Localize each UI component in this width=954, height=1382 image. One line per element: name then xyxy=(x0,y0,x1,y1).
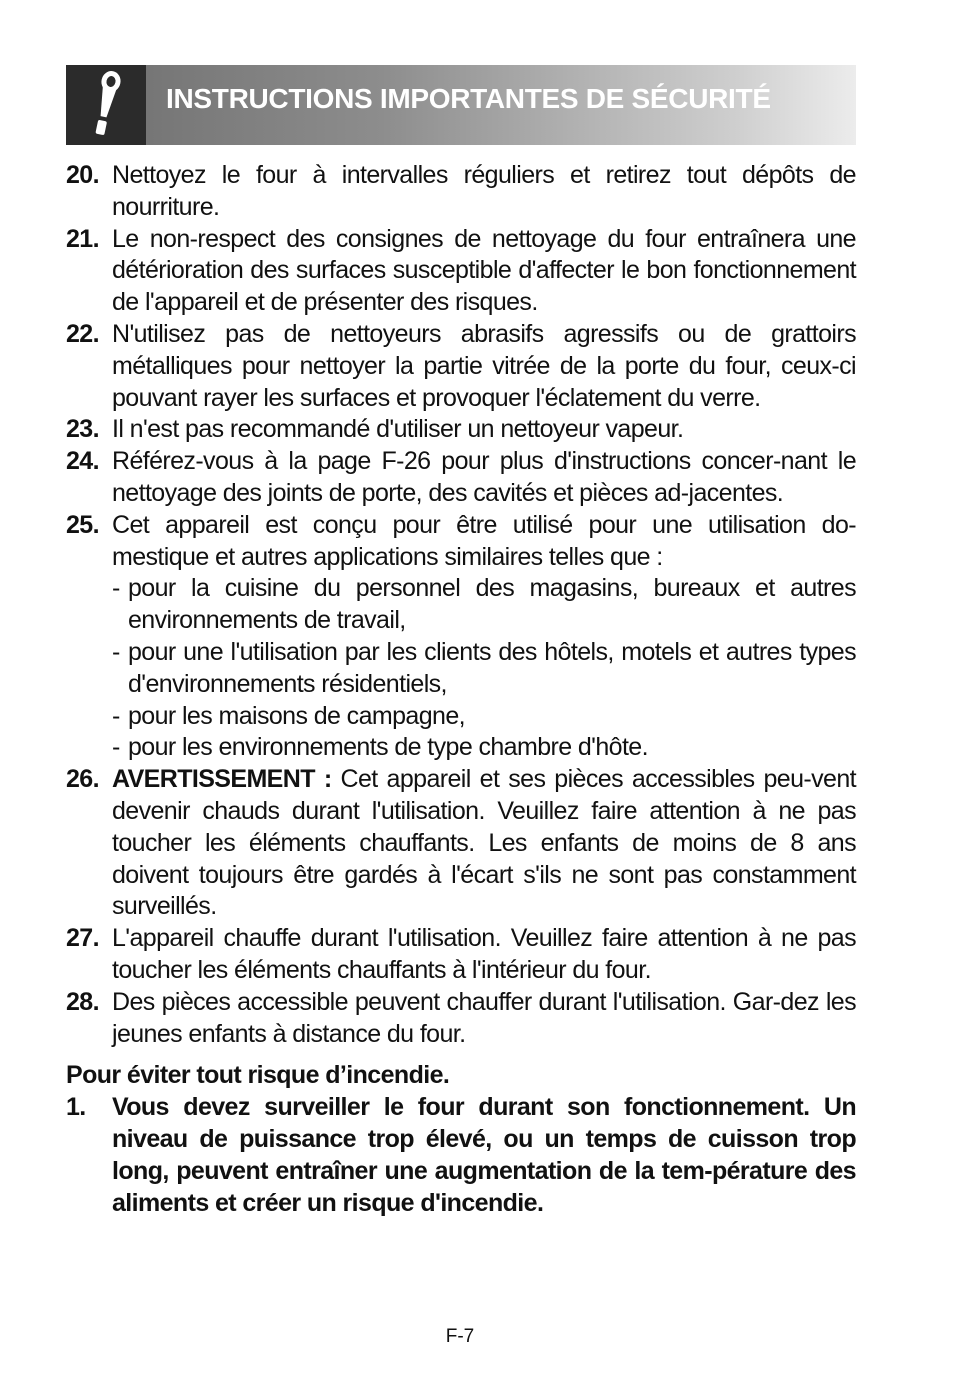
item-number: 1. xyxy=(66,1093,86,1122)
list-item xyxy=(66,319,856,414)
item-text: Vous devez surveiller le four durant son fonctionnement. Un niveau de puissance trop élevé, ou un temps de cuisson trop long, peuvent entraîner une augmentation de la tem-pérature des aliments et créer un risque d'incendie. xyxy=(112,1093,856,1217)
item-number: 20. xyxy=(66,161,99,189)
sub-item xyxy=(112,701,856,733)
item-text: Cet appareil est conçu pour être utilisé pour une utilisation do-mestique et autres applications similaires telles que : xyxy=(112,510,856,571)
item-number: 27. xyxy=(66,924,99,953)
item-number: 24. xyxy=(66,447,99,476)
item-text: Nettoyez le four à intervalles réguliers et retirez tout dépôts de nourriture. xyxy=(112,161,856,221)
item-text: Des pièces accessible peuvent chauffer durant l'utilisation. Gar-dez les jeunes enfants à distance du four. xyxy=(112,987,856,1048)
sub-item-text: pour la cuisine du personnel des magasins, bureaux et autres environnements de travail, xyxy=(128,574,856,635)
item-number: 28. xyxy=(66,987,99,1016)
item-text: Le non-respect des consignes de nettoyage du four entraînera une détérioration des surfaces susceptible d'affecter le bon fonctionnement de l'appareil et de présenter des risques. xyxy=(112,224,856,317)
item-text: Référez-vous à la page F-26 pour plus d'instructions concer-nant le nettoyage des joints de porte, des cavités et pièces ad-jacentes. xyxy=(112,447,856,507)
instructions-list xyxy=(66,160,856,1219)
item-number: 21. xyxy=(66,224,99,253)
list-item xyxy=(66,446,856,510)
sub-item-dash: - xyxy=(112,701,120,730)
fire-safety-heading: Pour éviter tout risque d’incendie. xyxy=(66,1061,450,1090)
list-item xyxy=(66,224,856,319)
list-item xyxy=(66,510,856,764)
list-item xyxy=(66,1092,856,1219)
item-number: 22. xyxy=(66,319,99,348)
sub-item-dash: - xyxy=(112,733,120,762)
sub-item-dash: - xyxy=(112,637,120,666)
item-number: 25. xyxy=(66,510,99,539)
list-item xyxy=(66,160,856,224)
section-header-banner xyxy=(66,65,856,145)
item-number: 23. xyxy=(66,415,99,444)
sub-item xyxy=(112,573,856,637)
section-title: INSTRUCTIONS IMPORTANTES DE SÉCURITÉ xyxy=(166,83,771,114)
page-number: F-7 xyxy=(445,1326,475,1347)
warning-label: AVERTISSEMENT : xyxy=(112,765,332,794)
sub-item-text: pour les maisons de campagne, xyxy=(128,701,465,730)
list-item xyxy=(66,414,856,446)
list-item xyxy=(66,987,856,1051)
sub-item-dash: - xyxy=(112,574,120,603)
exclamation-mark-icon xyxy=(66,65,146,145)
item-text: L'appareil chauffe durant l'utilisation. Veuillez faire attention à ne pas toucher les éléments chauffants à l'intérieur du four. xyxy=(112,924,856,984)
sub-item-text: pour une l'utilisation par les clients des hôtels, motels et autres types d'environnements résidentiels, xyxy=(128,637,856,698)
item-text: N'utilisez pas de nettoyeurs abrasifs agressifs ou de grattoirs métalliques pour nettoyer la partie vitrée de la porte du four, ceux-ci pouvant rayer les surfaces et provoquer l'éclatement du verre. xyxy=(112,319,856,412)
sub-item xyxy=(112,637,856,701)
item-text: Il n'est pas recommandé d'utiliser un nettoyeur vapeur. xyxy=(112,415,684,444)
item-number: 26. xyxy=(66,765,99,794)
sub-item-text: pour les environnements de type chambre d'hôte. xyxy=(128,733,648,762)
list-item xyxy=(66,764,856,923)
list-item xyxy=(66,923,856,987)
item-text: Cet appareil et ses pièces accessibles peu-vent devenir chauds durant l'utilisation. Veuillez faire attention à ne pas toucher les éléments chauffants. Les enfants de moins de 8 ans doivent toujours être gardés à l'écart s'ils ne sont pas constamment surveillés. xyxy=(112,765,856,921)
sub-item xyxy=(112,732,856,764)
